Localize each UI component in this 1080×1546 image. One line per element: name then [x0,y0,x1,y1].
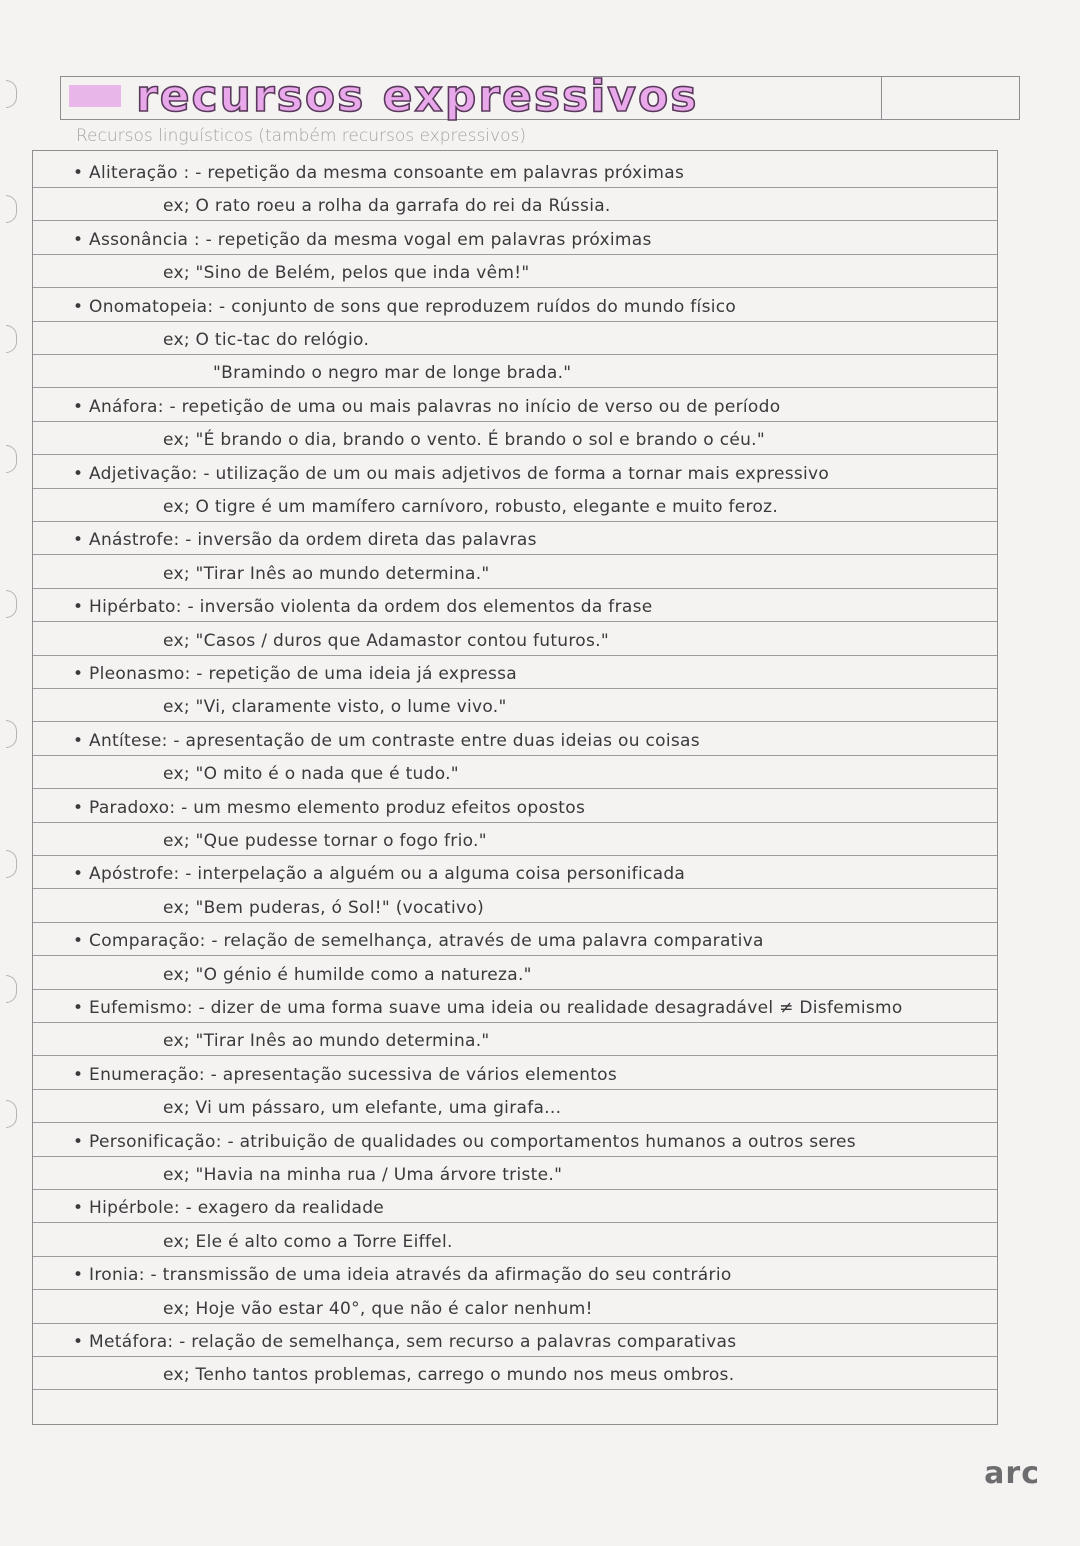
example-text: ex; "Casos / duros que Adamastor contou futuros." [163,630,609,651]
title-box-divider [881,77,882,119]
example-line [33,890,997,923]
example-line [33,489,997,522]
definition-line [33,389,997,422]
example-text: ex; O rato roeu a rolha da garrafa do rei da Rússia. [163,196,611,217]
example-line [33,1291,997,1324]
example-line [33,623,997,656]
example-text: ex; Hoje vão estar 40°, que não é calor nenhum! [163,1298,593,1319]
definition-text: • Aliteração : - repetição da mesma consoante em palavras próximas [73,163,685,183]
definition-line [33,923,997,956]
definition-text: • Paradoxo: - um mesmo elemento produz efeitos opostos [73,797,586,818]
example-line [33,255,997,288]
example-text: ex; "Vi, claramente visto, o lume vivo." [163,697,507,718]
example-line [33,689,997,722]
page-title: recursos expressivos [136,71,699,122]
example-text: ex; "O génio é humilde como a natureza." [163,964,532,985]
example-line [33,322,997,355]
definition-line [33,723,997,756]
example-text: ex; Vi um pássaro, um elefante, uma girafa... [163,1098,562,1119]
definition-line [33,155,997,188]
brand-logo: arc [984,1456,1040,1491]
definition-text: • Anástrofe: - inversão da ordem direta das palavras [73,530,537,551]
definition-line [33,589,997,622]
example-text: ex; "Que pudesse tornar o fogo frio." [163,831,487,851]
definition-text: • Onomatopeia: - conjunto de sons que reproduzem ruídos do mundo físico [73,296,737,317]
definition-text: • Assonância : - repetição da mesma vogal em palavras próximas [73,229,652,250]
definition-text: • Adjetivação: - utilização de um ou mais adjetivos de forma a tornar mais expressivo [73,463,830,484]
definition-line [33,1257,997,1290]
example-text: ex; "Havia na minha rua / Uma árvore triste." [163,1165,563,1185]
definition-text: • Anáfora: - repetição de uma ou mais palavras no início de verso ou de período [73,396,781,417]
definition-line [33,656,997,689]
definition-line [33,522,997,555]
definition-line [33,222,997,255]
example-line [33,556,997,589]
definition-line [33,1124,997,1157]
definition-line [33,856,997,889]
example-line [33,1157,997,1190]
example-text: ex; O tic-tac do relógio. [163,330,370,350]
definition-text: • Ironia: - transmissão de uma ideia através da afirmação do seu contrário [73,1265,732,1286]
highlighter-mark [69,85,121,107]
example-text: ex; "Tirar Inês ao mundo determina." [163,1031,490,1052]
example-line [33,355,997,388]
definition-line [33,790,997,823]
definition-line [33,1190,997,1223]
example-line [33,188,997,221]
definition-text: • Comparação: - relação de semelhança, através de uma palavra comparativa [73,931,764,952]
notebook-binding-holes [0,0,24,1546]
example-line [33,957,997,990]
example-text: ex; "Tirar Inês ao mundo determina." [163,563,490,584]
page-subtitle: Recursos linguísticos (também recursos expressivos) [76,126,526,146]
definition-text: • Pleonasmo: - repetição de uma ideia já expressa [73,664,518,684]
example-line [33,1090,997,1123]
definition-line [33,1324,997,1357]
example-text: ex; "Bem puderas, ó Sol!" (vocativo) [163,897,485,918]
definition-line [33,1057,997,1090]
definition-text: • Antítese: - apresentação de um contraste entre duas ideias ou coisas [73,730,700,751]
definition-text: • Metáfora: - relação de semelhança, sem recurso a palavras comparativas [73,1332,737,1352]
example-text: ex; "É brando o dia, brando o vento. É brando o sol e brando o céu." [163,430,766,451]
example-line [33,823,997,856]
example-text: ex; Tenho tantos problemas, carrego o mundo nos meus ombros. [163,1365,735,1386]
definition-text: • Personificação: - atribuição de qualidades ou comportamentos humanos a outros seres [73,1131,856,1152]
definition-text: • Hipérbato: - inversão violenta da ordem dos elementos da frase [73,597,653,618]
example-text: ex; "Sino de Belém, pelos que inda vêm!" [163,263,530,284]
example-text: ex; "O mito é o nada que é tudo." [163,764,459,785]
definition-text: • Enumeração: - apresentação sucessiva de vários elementos [73,1064,618,1085]
notes-box [32,150,998,1425]
definition-text: • Apóstrofe: - interpelação a alguém ou a alguma coisa personificada [73,864,686,885]
example-text: "Bramindo o negro mar de longe brada." [213,363,572,384]
example-line [33,1224,997,1257]
example-text: ex; Ele é alto como a Torre Eiffel. [163,1231,453,1252]
definition-line [33,289,997,322]
definition-line [33,456,997,489]
definition-text: • Hipérbole: - exagero da realidade [73,1198,385,1219]
example-line [33,422,997,455]
definition-line [33,990,997,1023]
example-line [33,756,997,789]
definition-text: • Eufemismo: - dizer de uma forma suave uma ideia ou realidade desagradável ≠ Disfemismo [73,998,903,1018]
example-line [33,1357,997,1390]
example-line [33,1023,997,1056]
example-text: ex; O tigre é um mamífero carnívoro, robusto, elegante e muito feroz. [163,497,779,517]
title-box [60,71,1020,122]
